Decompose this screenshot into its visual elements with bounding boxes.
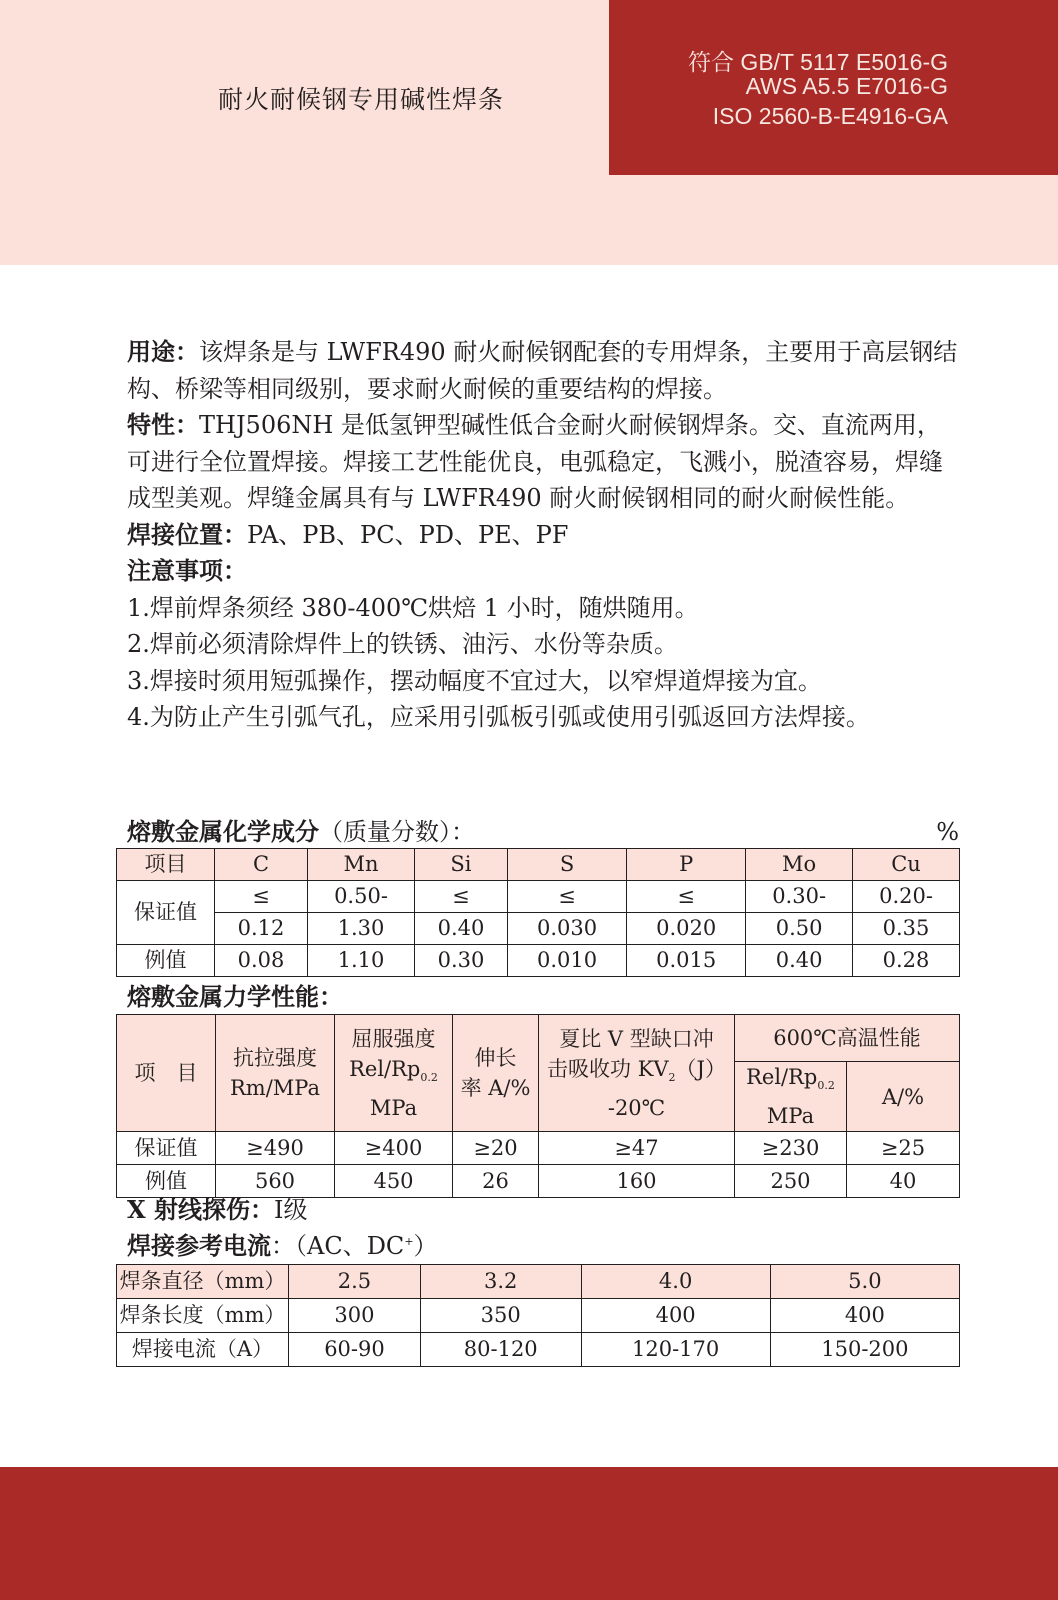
table-header-cell: 焊条直径（mm） [117,1265,289,1299]
ht-yield-header-line1 [735,1062,846,1101]
table-cell: ≥47 [539,1132,735,1165]
elongation-header-line1: 伸长 [474,1046,517,1071]
table-cell: 150-200 [770,1333,959,1367]
current-suffix-end: ） [413,1232,438,1260]
usage-label: 用途： [127,337,199,366]
yield-header-subscript: 0.2 [420,1070,438,1084]
chemistry-unit: % [936,818,959,846]
standard-aws: AWS A5.5 E7016-G [745,73,948,99]
table-cell: 120-170 [581,1333,770,1367]
table-row [117,945,960,977]
table-header-cell: 3.2 [420,1265,581,1299]
row-label: 例值 [117,945,215,977]
yield-header-line2 [335,1054,452,1093]
ht-yield-header-line2: MPa [766,1104,815,1129]
table-header-cell: 2.5 [289,1265,421,1299]
usage-text: 该焊条是与 LWFR490 耐火耐候钢配套的专用焊条，主要用于高层钢结构、桥梁等相同级别，要求耐火耐候的重要结构的焊接。 [127,338,958,403]
table-header-cell: 4.0 [581,1265,770,1299]
features-text: THJ506NH 是低氢钾型碱性低合金耐火耐候钢焊条。交、直流两用，可进行全位置焊接。焊接工艺性能优良，电弧稳定，飞溅小，脱渣容易，焊缝成型美观。焊缝金属具有与 LWFR490 耐火耐候钢相同的耐火耐候性能。 [127,411,943,512]
impact-header-line1: 夏比 V 型缺口冲 [559,1026,714,1051]
table-header-cell [216,1015,335,1132]
table-cell: 40 [847,1165,960,1198]
table-header-cell: 600℃高温性能 [735,1015,960,1062]
table-cell: 0.015 [627,945,746,977]
table-header-cell: Mn [308,849,415,881]
mechanical-table [116,1014,960,1198]
table-header-cell: Si [414,849,507,881]
table-cell: 300 [289,1299,421,1333]
table-cell: 160 [539,1165,735,1198]
impact-header-symbol: 击吸收功 KV [547,1056,669,1081]
table-header-cell: C [215,849,308,881]
table-cell: 0.030 [508,913,627,945]
table-cell: 0.50 [746,913,853,945]
table-cell: 80-120 [420,1333,581,1367]
product-title: 耐火耐候钢专用碱性焊条 [218,85,505,114]
position-paragraph [127,517,959,554]
table-cell: 60-90 [289,1333,421,1367]
current-suffix-superscript: + [404,1235,414,1248]
table-cell: 250 [735,1165,847,1198]
features-paragraph [127,407,959,517]
usage-paragraph [127,334,959,407]
notes-heading: 注意事项： [127,556,247,585]
table-cell: 0.010 [508,945,627,977]
notes-list [127,590,959,736]
table-cell: 0.40 [414,913,507,945]
table-cell: 26 [453,1165,539,1198]
chemistry-heading-text [127,812,475,847]
table-header-cell: P [627,849,746,881]
note-item: 3.焊接时须用短弧操作，摆动幅度不宜过大，以窄焊道焊接为宜。 [127,666,822,695]
position-label: 焊接位置： [127,519,247,549]
row-label: 焊条长度（mm） [117,1299,289,1333]
table-header-cell: 5.0 [770,1265,959,1299]
standard-gb: 符合 GB/T 5117 E5016-G [688,49,948,75]
table-row [117,881,960,913]
table-header-cell: S [508,849,627,881]
elongation-header-line2: 率 A/% [460,1076,531,1101]
table-cell: ≥20 [453,1132,539,1165]
table-cell: 0.12 [215,913,308,945]
current-suffix: ：（AC、DC [271,1232,405,1260]
footer-band [0,1467,1058,1600]
table-cell: 0.50- [308,881,415,913]
table-row [117,913,960,945]
table-cell: ≥230 [735,1132,847,1165]
current-label: 焊接参考电流 [127,1231,271,1260]
ht-yield-header-subscript: 0.2 [817,1079,835,1093]
table-cell: ≤ [508,881,627,913]
chemistry-label-suffix: （质量分数）： [319,818,475,846]
table-cell: ≤ [627,881,746,913]
chemistry-label: 熔敷金属化学成分 [127,817,319,846]
impact-header-line2 [539,1054,734,1093]
row-label: 保证值 [117,881,215,945]
chemistry-table [116,848,960,977]
position-text: PA、PB、PC、PD、PE、PF [247,520,569,549]
tensile-header-line2: Rm/MPa [229,1076,320,1101]
description-section [127,334,959,736]
table-cell: 0.30- [746,881,853,913]
row-label: 焊接电流（A） [117,1333,289,1367]
row-label: 例值 [117,1165,216,1198]
table-cell: 1.30 [308,913,415,945]
table-cell: 0.28 [853,945,960,977]
table-header-cell: 项目 [117,849,215,881]
table-header-row [117,849,960,881]
table-cell: ≥25 [847,1132,960,1165]
table-row [117,1333,960,1367]
yield-header-symbol: Rel/Rp [349,1056,421,1081]
table-row [117,1132,960,1165]
table-cell: ≥400 [335,1132,453,1165]
note-item: 1.焊前焊条须经 380-400℃烘焙 1 小时，随烘随用。 [127,593,699,622]
table-cell: 0.20- [853,881,960,913]
standards-box [609,0,1058,175]
impact-header-subscript: 2 [668,1070,676,1084]
table-cell: 0.08 [215,945,308,977]
chemistry-heading [127,812,959,847]
table-cell: 0.020 [627,913,746,945]
table-cell: ≤ [215,881,308,913]
xray-label: X 射线探伤： [127,1195,274,1224]
features-label: 特性： [127,410,199,439]
table-cell: 400 [581,1299,770,1333]
yield-header-line3: MPa [369,1095,418,1120]
table-cell: 560 [216,1165,335,1198]
table-header-cell: A/% [847,1062,960,1132]
table-cell: ≥490 [216,1132,335,1165]
impact-header-line3: -20℃ [607,1095,666,1120]
xray-line [127,1190,307,1225]
table-cell: 400 [770,1299,959,1333]
note-item: 4.为防止产生引弧气孔，应采用引弧板引弧或使用引弧返回方法焊接。 [127,703,870,731]
table-cell: ≤ [414,881,507,913]
row-label: 保证值 [117,1132,216,1165]
table-header-cell [735,1062,847,1132]
table-header-cell: 项 目 [117,1015,216,1132]
yield-header-line1: 屈服强度 [351,1026,436,1051]
standard-iso: ISO 2560-B-E4916-GA [712,103,948,129]
mechanical-heading: 熔敷金属力学性能： [127,982,343,1011]
xray-value: Ⅰ级 [273,1196,308,1224]
tensile-header-line1: 抗拉强度 [233,1046,317,1071]
table-cell: 450 [335,1165,453,1198]
table-header-cell [539,1015,735,1132]
table-cell: 0.30 [414,945,507,977]
table-cell: 0.40 [746,945,853,977]
table-row [117,1299,960,1333]
table-header-row [117,1015,960,1062]
table-header-cell: Mo [746,849,853,881]
table-cell: 1.10 [308,945,415,977]
table-cell: 0.35 [853,913,960,945]
table-header-row [117,1265,960,1299]
current-heading [127,1226,438,1261]
current-table [116,1264,960,1367]
impact-header-unit: （J） [675,1056,726,1081]
table-header-cell [335,1015,453,1132]
table-header-cell: Cu [853,849,960,881]
table-header-cell [453,1015,539,1132]
table-cell: 350 [420,1299,581,1333]
note-item: 2.焊前必须清除焊件上的铁锈、油污、水份等杂质。 [127,630,678,658]
ht-yield-header-symbol: Rel/Rp [746,1065,818,1089]
